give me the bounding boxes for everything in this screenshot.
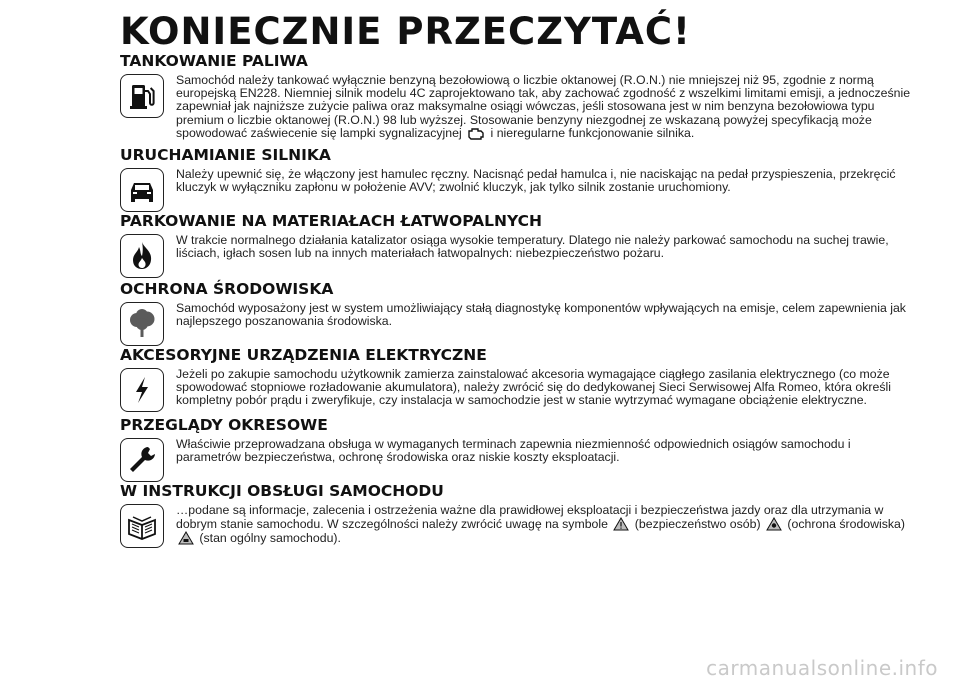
section-environment bbox=[120, 280, 920, 346]
section-fuel bbox=[120, 52, 920, 140]
section-text: W trakcie normalnego działania katalizator osiąga wysokie temperatury. Dlatego nie należy parkować samochodu na suchej trawie, liściach, igłach sosen lub na innych materiałach łatwopalnych: niebezpieczeństwo pożaru. bbox=[176, 233, 889, 261]
section-text: Samochód należy tankować wyłącznie benzyną bezołowiową o liczbie oktanowej (R.O.N.) nie mniejszej niż 95, zgodnie z normą europejską EN228. Niemniej silnik modelu 4C zaprojektowano tak, aby zachować zgodność z wszelkimi limitami emisji, a jednocześnie zapewniał jak najniższe zużycie paliwa oraz maksymalne osiągi wówczas, jeśli stosowana jest w nim benzyna bezołowiowa typu premium o liczbie oktanowej (R.O.N.) 98 lub wyższej. Stosowanie benzyny niezgodnej ze wskazaną powyżej specyfikacją może spowodować zaświecenie się lampki sygnalizacyjnej i nieregularne funkcjonowanie silnika. bbox=[176, 73, 911, 140]
section-heading: W INSTRUKCJI OBSŁUGI SAMOCHODU bbox=[120, 482, 444, 500]
section-heading: TANKOWANIE PALIWA bbox=[120, 52, 308, 70]
section-heading: URUCHAMIANIE SILNIKA bbox=[120, 146, 331, 164]
section-heading: PRZEGLĄDY OKRESOWE bbox=[120, 416, 328, 434]
manual-book-icon bbox=[120, 504, 164, 548]
section-text: …podane są informacje, zalecenia i ostrzeżenia ważne dla prawidłowej eksploatacji i bezpieczeństwa jazdy oraz dla utrzymania w dobrym stanie samochodu. W szczególności należy zwrócić uwagę na symbole (bezpieczeństwo osób) (ochrona środowiska) (stan ogólny samochodu). bbox=[176, 503, 905, 546]
fuel-pump-icon bbox=[120, 74, 164, 118]
car-front-icon bbox=[120, 168, 164, 212]
flame-icon bbox=[120, 234, 164, 278]
engine-warning-icon bbox=[467, 127, 485, 140]
watermark: carmanualsonline.info bbox=[706, 656, 938, 680]
warning-triangle-icon bbox=[178, 531, 194, 545]
section-text: Samochód wyposażony jest w system umożliwiający stałą diagnostykę komponentów wpływających na emisje, celem zapewnienia jak najlepszego poszanowania środowiska. bbox=[176, 301, 906, 329]
section-manual-info bbox=[120, 482, 920, 548]
warning-triangle-icon bbox=[766, 517, 782, 531]
section-text: Jeżeli po zakupie samochodu użytkownik zamierza zainstalować akcesoria wymagające ciągłego zasilania elektrycznego (co może spowodować stopniowe rozładowanie akumulatora), należy zwrócić się do dedykowanej Sieci Serwisowej Alfa Romeo, która określi kompletny pobór prądu i zweryfikuje, czy instalacja w samochodzie jest w stanie wytrzymać wymagane obciążenie elektryczne. bbox=[176, 367, 891, 408]
warning-triangle-icon bbox=[613, 517, 629, 531]
section-engine-start bbox=[120, 146, 920, 212]
section-maintenance bbox=[120, 416, 920, 482]
lightning-icon bbox=[120, 368, 164, 412]
section-heading: OCHRONA ŚRODOWISKA bbox=[120, 280, 334, 298]
section-parking bbox=[120, 212, 920, 278]
page-title: KONIECZNIE PRZECZYTAĆ! bbox=[120, 10, 691, 53]
section-heading: AKCESORYJNE URZĄDZENIA ELEKTRYCZNE bbox=[120, 346, 487, 364]
section-heading: PARKOWANIE NA MATERIAŁACH ŁATWOPALNYCH bbox=[120, 212, 543, 230]
section-text: Należy upewnić się, że włączony jest hamulec ręczny. Nacisnąć pedał hamulca i, nie naciskając na pedał przyspieszenia, przekręcić kluczyk w wyłączniku zapłonu w położenie AVV; zwolnić kluczyk, jak tylko silnik zostanie uruchomiony. bbox=[176, 167, 896, 195]
wrench-icon bbox=[120, 438, 164, 482]
tree-icon bbox=[120, 302, 164, 346]
section-text: Właściwie przeprowadzana obsługa w wymaganych terminach zapewnia niezmienność odpowiednich osiągów samochodu i parametrów bezpieczeństwa, ochronę środowiska oraz niskie koszty eksploatacji. bbox=[176, 437, 851, 465]
section-electrical bbox=[120, 346, 920, 412]
